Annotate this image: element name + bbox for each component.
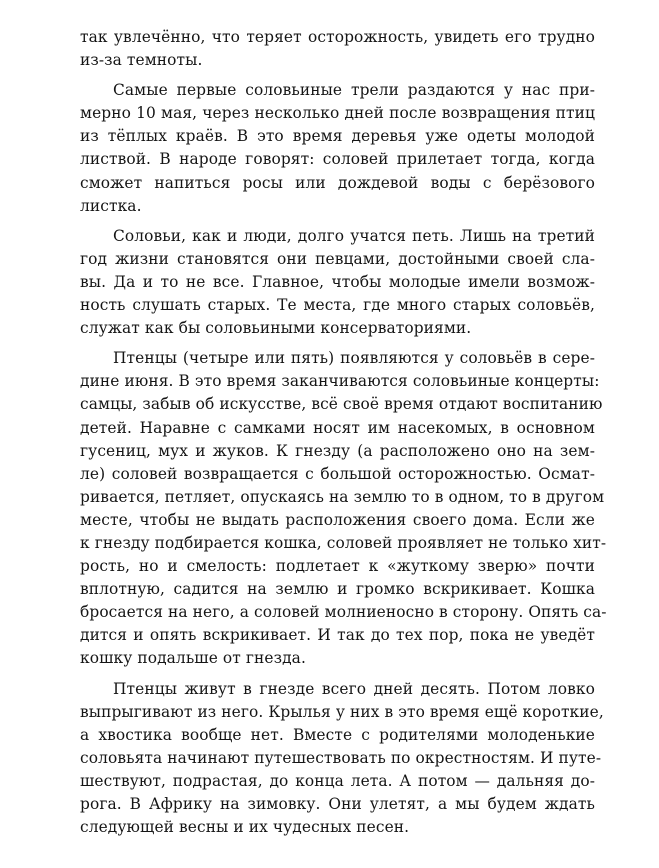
text-line: вы. Да и то не все. Главное, чтобы молодые имели возмож-: [80, 272, 595, 291]
text-line: шествуют, подрастая, до конца лета. А потом — дальняя до-: [80, 771, 595, 790]
text-line: бросается на него, а соловей молниеносно в сторону. Опять са-: [80, 603, 607, 622]
paragraph-2: [80, 79, 595, 218]
text-line: вплотную, садится на землю и громко вскрикивает. Кошка: [80, 580, 595, 599]
text-line: Соловьи, как и люди, долго учатся петь. Лишь на третий: [113, 226, 595, 245]
text-line: к гнезду подбирается кошка, соловей проявляет не только хит-: [80, 533, 607, 552]
text-line: ле) соловей возвращается с большой осторожностью. Осмат-: [80, 464, 595, 483]
text-line: кошку подальше от гнезда.: [80, 649, 306, 668]
text-line: соловьята начинают путешествовать по окрестностям. И путе-: [80, 748, 602, 767]
text-line: Птенцы живут в гнезде всего дней десять. Потом ловко: [113, 679, 595, 698]
text-line: служат как бы соловьиными консерваториями.: [80, 319, 472, 338]
text-line: листка.: [80, 196, 142, 215]
text-line: рога. В Африку на зимовку. Они улетят, а мы будем ждать: [80, 795, 595, 813]
text-line: из-за темноты.: [80, 51, 203, 70]
text-line: сможет напиться росы или дождевой воды с берёзового: [80, 173, 595, 192]
paragraph-4: [80, 347, 607, 670]
page-text: [80, 26, 607, 839]
text-line: гусениц, мух и жуков. К гнезду (а расположено оно на зем-: [80, 441, 595, 460]
text-line: а хвостика вообще нет. Вместе с родителями молоденькие: [80, 725, 595, 744]
text-line: самцы, забыв об искусстве, всё своё время отдают воспитанию: [80, 395, 603, 414]
text-line: дится и опять вскрикивает. И так до тех пор, пока не уведёт: [80, 626, 595, 645]
text-line: детей. Наравне с самками носят им насекомых, в основном: [80, 418, 595, 437]
text-line: так увлечённо, что теряет осторожность, увидеть его трудно: [80, 28, 595, 46]
text-line: Птенцы (четыре или пять) появляются у соловьёв в сере-: [113, 349, 595, 368]
text-line: Самые первые соловьиные трели раздаются у нас при-: [113, 81, 595, 100]
paragraph-5: [80, 678, 604, 840]
text-line: дине июня. В это время заканчиваются соловьиные концерты:: [80, 372, 600, 391]
text-line: листвой. В народе говорят: соловей прилетает тогда, когда: [80, 150, 595, 169]
text-line: ность слушать старых. Те места, где много старых соловьёв,: [80, 296, 595, 315]
text-line: из тёплых краёв. В это время деревья уже одеты молодой: [80, 127, 595, 146]
text-line: месте, чтобы не выдать расположения своего дома. Если же: [80, 510, 595, 529]
text-line: год жизни становятся они певцами, достойными своей сла-: [80, 249, 595, 268]
text-line: следующей весны и их чудесных песен.: [80, 818, 410, 837]
text-line: ривается, петляет, опускаясь на землю то в одном, то в другом: [80, 487, 605, 506]
paragraph-3: [80, 225, 595, 340]
text-line: рость, но и смелость: подлетает к «жуткому зверю» почти: [80, 557, 595, 576]
text-line: мерно 10 мая, через несколько дней после возвращения птиц: [80, 104, 595, 123]
paragraph-1: [80, 26, 595, 72]
text-line: выпрыгивают из него. Крылья у них в это время ещё короткие,: [80, 702, 604, 721]
